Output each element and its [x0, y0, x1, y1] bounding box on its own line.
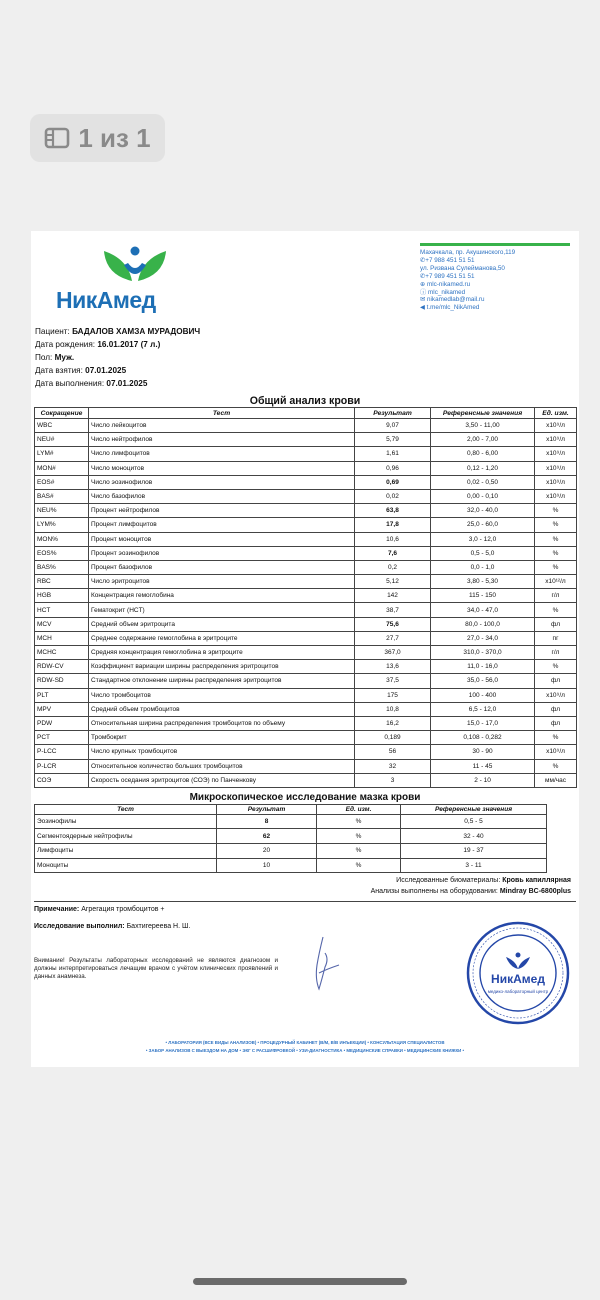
result-cell: 7,6 — [355, 546, 431, 560]
result-cell: 17,8 — [355, 518, 431, 532]
test-cell: Среднее содержание гемоглобина в эритроците — [89, 631, 355, 645]
abbr-cell: PDW — [35, 716, 89, 730]
result-cell: 175 — [355, 688, 431, 702]
unit-cell: фл — [535, 617, 577, 631]
reference-cell: 6,5 - 12,0 — [431, 702, 535, 716]
sample-date-row: Дата взятия: 07.01.2025 — [35, 366, 127, 375]
stamp-subtitle: медико-лабораторный центр — [487, 989, 549, 994]
page-counter-badge[interactable] — [30, 114, 165, 162]
table-row — [35, 844, 547, 859]
reference-cell: 30 - 90 — [431, 745, 535, 759]
unit-cell: % — [535, 603, 577, 617]
test-cell: Эозинофилы — [35, 814, 217, 829]
unit-cell: % — [535, 504, 577, 518]
result-cell: 62 — [217, 829, 317, 844]
unit-cell: мм/час — [535, 773, 577, 787]
table-row — [35, 461, 577, 475]
biomaterial-row: Исследованные биоматериалы: Кровь капиллярная — [396, 877, 571, 885]
table-row — [35, 858, 547, 873]
result-cell: 27,7 — [355, 631, 431, 645]
test-cell: Тромбокрит — [89, 731, 355, 745]
patient-sex-row: Пол: Муж. — [35, 353, 75, 362]
reference-cell: 15,0 - 17,0 — [431, 716, 535, 730]
reference-cell: 32 - 40 — [401, 829, 547, 844]
contact-line: Махачкала, пр. Акушинского,119 — [420, 249, 516, 256]
result-cell: 16,2 — [355, 716, 431, 730]
abbr-cell: NEU% — [35, 504, 89, 518]
result-cell: 5,79 — [355, 433, 431, 447]
leaves-person-logo-icon — [102, 245, 168, 283]
home-indicator-bar[interactable] — [193, 1278, 407, 1285]
reference-cell: 27,0 - 34,0 — [431, 631, 535, 645]
clinic-logo — [56, 245, 196, 317]
abbr-cell: P-LCC — [35, 745, 89, 759]
report-footer — [31, 1039, 579, 1055]
table-row — [35, 589, 577, 603]
equipment-row: Анализы выполнены на оборудовании: Mindray BC-6800plus — [370, 888, 571, 896]
reference-cell: 80,0 - 100,0 — [431, 617, 535, 631]
cbc-table — [34, 407, 577, 788]
lab-report-page — [31, 231, 579, 1067]
reference-cell: 0,5 - 5 — [401, 814, 547, 829]
abbr-cell: RBC — [35, 575, 89, 589]
unit-cell: % — [535, 532, 577, 546]
abbr-cell: BAS# — [35, 489, 89, 503]
result-cell: 367,0 — [355, 646, 431, 660]
test-cell: Гематокрит (HCT) — [89, 603, 355, 617]
table-row — [35, 660, 577, 674]
result-cell: 142 — [355, 589, 431, 603]
table-row — [35, 688, 577, 702]
test-cell: Число нейтрофилов — [89, 433, 355, 447]
unit-cell: x10⁹/л — [535, 447, 577, 461]
result-cell: 1,61 — [355, 447, 431, 461]
unit-cell: % — [317, 858, 401, 873]
performer-section: Исследование выполнил: Бахтигереева Н. Ш. — [34, 923, 191, 931]
col-header: Сокращение — [35, 408, 89, 419]
reference-cell: 34,0 - 47,0 — [431, 603, 535, 617]
test-cell: Число эозинофилов — [89, 475, 355, 489]
smear-header-row — [35, 804, 547, 814]
contact-line: ✆+7 989 451 51 51 — [420, 272, 475, 280]
test-cell: Число лимфоцитов — [89, 447, 355, 461]
result-cell: 56 — [355, 745, 431, 759]
test-cell: Число моноцитов — [89, 461, 355, 475]
test-cell: Коэффициент вариации ширины распределения эритроцитов — [89, 660, 355, 674]
abbr-cell: MON% — [35, 532, 89, 546]
unit-cell: % — [535, 759, 577, 773]
result-cell: 0,96 — [355, 461, 431, 475]
result-cell: 32 — [355, 759, 431, 773]
unit-cell: % — [317, 814, 401, 829]
disclaimer-text: Внимание! Результаты лабораторных исследований не являются диагнозом и должны интерпретироваться лечащим врачом с учётом клинических проявлений и данных анамнеза. — [34, 957, 278, 981]
reference-cell: 25,0 - 60,0 — [431, 518, 535, 532]
unit-cell: % — [535, 660, 577, 674]
table-row — [35, 716, 577, 730]
abbr-cell: P-LCR — [35, 759, 89, 773]
result-cell: 10 — [217, 858, 317, 873]
reference-cell: 0,12 - 1,20 — [431, 461, 535, 475]
table-row — [35, 575, 577, 589]
table-row — [35, 814, 547, 829]
test-cell: Лимфоциты — [35, 844, 217, 859]
reference-cell: 19 - 37 — [401, 844, 547, 859]
col-header: Референсные значения — [431, 408, 535, 419]
abbr-cell: LYM# — [35, 447, 89, 461]
handwritten-signature — [305, 933, 345, 993]
test-cell: Относительное количество больших тромбоцитов — [89, 759, 355, 773]
col-header: Результат — [217, 804, 317, 814]
clinic-stamp — [466, 921, 570, 1025]
result-cell: 5,12 — [355, 575, 431, 589]
unit-cell: x10¹²/л — [535, 575, 577, 589]
table-row — [35, 518, 577, 532]
abbr-cell: RDW-SD — [35, 674, 89, 688]
result-cell: 9,07 — [355, 419, 431, 433]
unit-cell: % — [535, 731, 577, 745]
test-cell: Сегментоядерные нейтрофилы — [35, 829, 217, 844]
unit-cell: x10⁹/л — [535, 461, 577, 475]
reference-cell: 0,02 - 0,50 — [431, 475, 535, 489]
unit-cell: % — [317, 829, 401, 844]
col-header: Ед. изм. — [317, 804, 401, 814]
abbr-cell: EOS% — [35, 546, 89, 560]
footer-line: • ЛАБОРАТОРИЯ (ВСЕ ВИДЫ АНАЛИЗОВ) • ПРОЦЕДУРНЫЙ КАБИНЕТ (В/М, В/В ИНЪЕКЦИИ) • КОНСУЛЬТАЦИЯ СПЕЦИАЛИСТОВ — [165, 1040, 445, 1045]
test-cell: Скорость оседания эритроцитов (СОЭ) по Панченкову — [89, 773, 355, 787]
table-row — [35, 560, 577, 574]
result-cell: 0,69 — [355, 475, 431, 489]
cbc-header-row — [35, 408, 577, 419]
unit-cell: x10⁹/л — [535, 433, 577, 447]
col-header: Тест — [89, 408, 355, 419]
table-row — [35, 489, 577, 503]
table-row — [35, 419, 577, 433]
unit-cell: фл — [535, 674, 577, 688]
result-cell: 0,02 — [355, 489, 431, 503]
reference-cell: 3 - 11 — [401, 858, 547, 873]
table-row — [35, 433, 577, 447]
reference-cell: 3,80 - 5,30 — [431, 575, 535, 589]
unit-cell: % — [535, 546, 577, 560]
smear-table — [34, 804, 547, 873]
unit-cell: пг — [535, 631, 577, 645]
abbr-cell: BAS% — [35, 560, 89, 574]
table-row — [35, 603, 577, 617]
col-header: Результат — [355, 408, 431, 419]
contact-line: ул. Ризвана Сулейманова,50 — [420, 264, 505, 272]
test-cell: Число крупных тромбоцитов — [89, 745, 355, 759]
result-cell: 37,5 — [355, 674, 431, 688]
table-row — [35, 702, 577, 716]
table-row — [35, 731, 577, 745]
abbr-cell: WBC — [35, 419, 89, 433]
result-cell: 75,6 — [355, 617, 431, 631]
table-row — [35, 532, 577, 546]
contact-line: ⓘ mlc_nikamed — [420, 288, 466, 296]
table-row — [35, 504, 577, 518]
abbr-cell: MPV — [35, 702, 89, 716]
table-row — [35, 829, 547, 844]
col-header: Ед. изм. — [535, 408, 577, 419]
test-cell: Число базофилов — [89, 489, 355, 503]
reference-cell: 11,0 - 16,0 — [431, 660, 535, 674]
test-cell: Число лейкоцитов — [89, 419, 355, 433]
abbr-cell: СОЭ — [35, 773, 89, 787]
unit-cell: г/л — [535, 589, 577, 603]
unit-cell: г/л — [535, 646, 577, 660]
result-cell: 3 — [355, 773, 431, 787]
test-cell: Процент базофилов — [89, 560, 355, 574]
reference-cell: 310,0 - 370,0 — [431, 646, 535, 660]
unit-cell: x10⁹/л — [535, 745, 577, 759]
reference-cell: 11 - 45 — [431, 759, 535, 773]
abbr-cell: HCT — [35, 603, 89, 617]
unit-cell: % — [317, 844, 401, 859]
reference-cell: 32,0 - 40,0 — [431, 504, 535, 518]
patient-info — [34, 325, 576, 390]
table-row — [35, 759, 577, 773]
test-cell: Моноциты — [35, 858, 217, 873]
reference-cell: 2 - 10 — [431, 773, 535, 787]
report-header — [34, 241, 576, 319]
abbr-cell: EOS# — [35, 475, 89, 489]
abbr-cell: NEU# — [35, 433, 89, 447]
cbc-title: Общий анализ крови — [249, 395, 361, 407]
abbr-cell: PLT — [35, 688, 89, 702]
contact-line: ◀ t.me/mlc_NikAmed — [420, 304, 480, 312]
unit-cell: x10⁹/л — [535, 475, 577, 489]
reference-cell: 35,0 - 56,0 — [431, 674, 535, 688]
patient-name-row: Пациент: БАДАЛОВ ХАМЗА МУРАДОВИЧ — [35, 327, 201, 336]
table-row — [35, 546, 577, 560]
result-cell: 10,6 — [355, 532, 431, 546]
result-cell: 0,189 — [355, 731, 431, 745]
abbr-cell: MCV — [35, 617, 89, 631]
unit-cell: x10⁹/л — [535, 688, 577, 702]
contact-line: ✆+7 988 451 51 51 — [420, 256, 475, 264]
table-row — [35, 475, 577, 489]
unit-cell: x10⁹/л — [535, 489, 577, 503]
abbr-cell: MCH — [35, 631, 89, 645]
smear-title: Микроскопическое исследование мазка крови — [189, 791, 421, 803]
abbr-cell: HGB — [35, 589, 89, 603]
clinic-name: НикАмед — [56, 287, 156, 313]
abbr-cell: PCT — [35, 731, 89, 745]
table-row — [35, 631, 577, 645]
test-cell: Относительная ширина распределения тромбоцитов по объему — [89, 716, 355, 730]
test-cell: Процент моноцитов — [89, 532, 355, 546]
abbr-cell: MON# — [35, 461, 89, 475]
table-row — [35, 745, 577, 759]
abbr-cell: MCHC — [35, 646, 89, 660]
table-row — [35, 617, 577, 631]
unit-cell: x10⁹/л — [535, 419, 577, 433]
pages-icon — [44, 125, 70, 151]
test-cell: Процент нейтрофилов — [89, 504, 355, 518]
unit-cell: % — [535, 560, 577, 574]
table-row — [35, 773, 577, 787]
completion-date-row: Дата выполнения: 07.01.2025 — [35, 379, 148, 388]
reference-cell: 0,108 - 0,282 — [431, 731, 535, 745]
reference-cell: 0,5 - 5,0 — [431, 546, 535, 560]
reference-cell: 115 - 150 — [431, 589, 535, 603]
unit-cell: фл — [535, 716, 577, 730]
abbr-cell: RDW-CV — [35, 660, 89, 674]
col-header: Референсные значения — [401, 804, 547, 814]
stamp-name: НикАмед — [491, 972, 545, 986]
result-cell: 8 — [217, 814, 317, 829]
test-cell: Средний объем эритроцита — [89, 617, 355, 631]
reference-cell: 100 - 400 — [431, 688, 535, 702]
result-cell: 10,8 — [355, 702, 431, 716]
table-row — [35, 646, 577, 660]
reference-cell: 0,00 - 0,10 — [431, 489, 535, 503]
unit-cell: фл — [535, 702, 577, 716]
clinic-contacts — [420, 243, 570, 312]
test-cell: Стандартное отклонение ширины распределения эритроцитов — [89, 674, 355, 688]
test-cell: Средняя концентрация гемоглобина в эритроците — [89, 646, 355, 660]
test-cell: Число эритроцитов — [89, 575, 355, 589]
test-cell: Процент эозинофилов — [89, 546, 355, 560]
test-cell: Процент лимфоцитов — [89, 518, 355, 532]
result-cell: 63,8 — [355, 504, 431, 518]
test-cell: Концентрация гемоглобина — [89, 589, 355, 603]
test-cell: Средний объем тромбоцитов — [89, 702, 355, 716]
reference-cell: 0,0 - 1,0 — [431, 560, 535, 574]
table-row — [35, 447, 577, 461]
contact-line: ⊕ mlc-nikamed.ru — [420, 280, 471, 288]
result-cell: 0,2 — [355, 560, 431, 574]
result-cell: 13,6 — [355, 660, 431, 674]
reference-cell: 2,00 - 7,00 — [431, 433, 535, 447]
test-cell: Число тромбоцитов — [89, 688, 355, 702]
patient-dob-row: Дата рождения: 16.01.2017 (7 л.) — [35, 340, 161, 349]
reference-cell: 3,50 - 11,00 — [431, 419, 535, 433]
col-header: Тест — [35, 804, 217, 814]
abbr-cell: LYM% — [35, 518, 89, 532]
footer-line: • ЗАБОР АНАЛИЗОВ С ВЫЕЗДОМ НА ДОМ • ЭКГ С РАСШИФРОВКОЙ • УЗИ-ДИАГНОСТИКА • МЕДИЦИНСКИЕ СПРАВКИ • МЕДИЦИНСКИЕ КНИЖКИ • — [145, 1048, 465, 1053]
reference-cell: 0,80 - 6,00 — [431, 447, 535, 461]
unit-cell: % — [535, 518, 577, 532]
contact-line: ✉ nikamedlab@mail.ru — [420, 296, 485, 304]
result-cell: 20 — [217, 844, 317, 859]
table-row — [35, 674, 577, 688]
reference-cell: 3,0 - 12,0 — [431, 532, 535, 546]
note-section: Примечание: Агрегация тромбоцитов + — [34, 901, 576, 915]
page-counter-text: 1 из 1 — [78, 122, 151, 153]
result-cell: 38,7 — [355, 603, 431, 617]
materials-info — [34, 875, 576, 897]
